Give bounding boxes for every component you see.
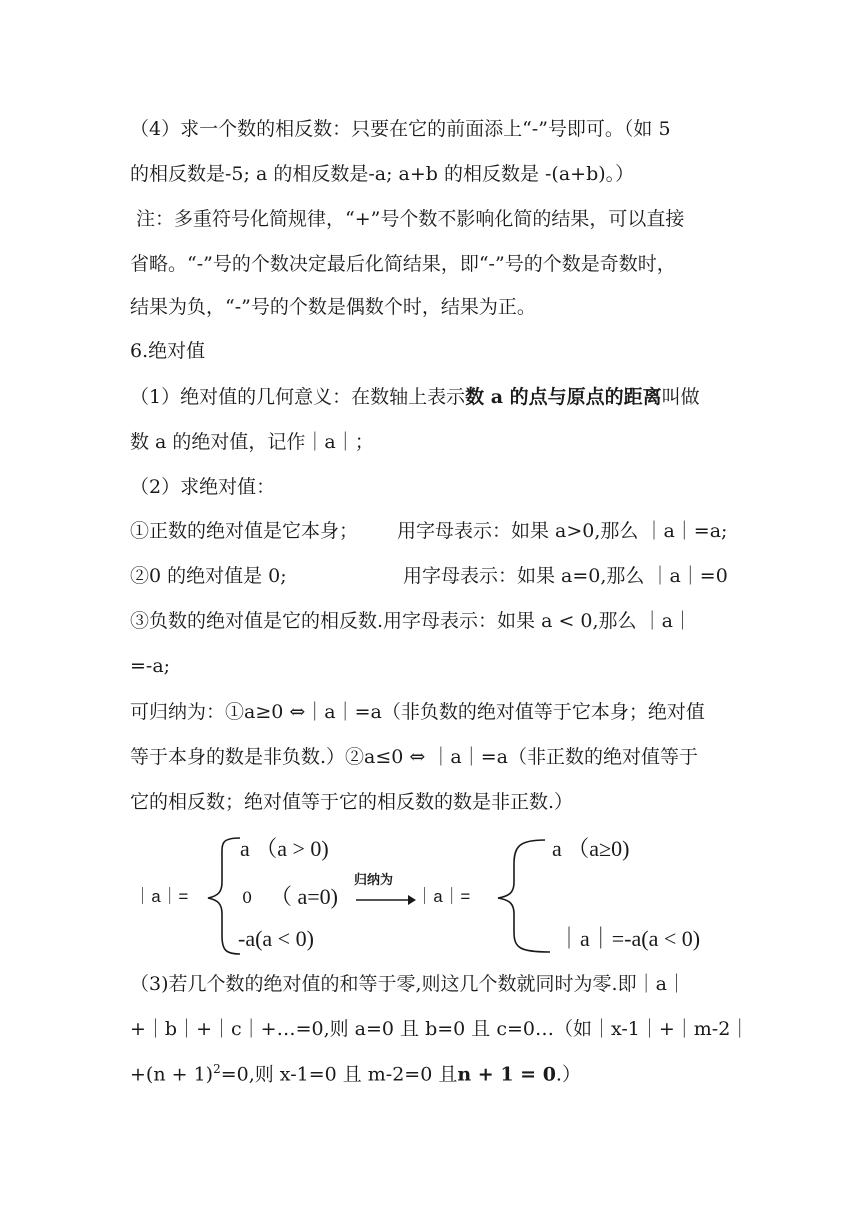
diagram-case-zero-value: 0	[242, 888, 253, 907]
absolute-value-diagram	[120, 820, 740, 970]
diagram-case-positive: a （a > 0)	[240, 836, 329, 861]
diagram-arrow-label: 归纳为	[354, 873, 394, 888]
text-line-2: 的相反数是-5; a 的相反数是-a; a+b 的相反数是 -(a+b)。）	[130, 163, 635, 185]
formula-n-plus-1-equals-0: n + 1 = 0	[457, 1063, 556, 1086]
text-line-4: 省略。“-”号的个数决定最后化简结果，即“-”号的个数是奇数时，	[130, 253, 676, 275]
text-line-19-middle: =0,则 x-1=0 且 m-2=0 且	[220, 1063, 458, 1086]
text-line-12: ③负数的绝对值是它的相反数.用字母表示：如果 a < 0,那么 ｜a｜	[130, 610, 692, 632]
text-line-16: 它的相反数；绝对值等于它的相反数的数是非正数.）	[130, 791, 574, 813]
diagram-right-case-nonnegative: a （a≥0)	[552, 836, 630, 861]
text-line-11-part-1: ②0 的绝对值是 0;	[130, 565, 287, 587]
text-line-15: 等于本身的数是非负数.）②a≤0 ⇔ ｜a｜=a（非正数的绝对值等于	[130, 746, 698, 768]
text-line-10-part-2: 用字母表示：如果 a>0,那么 ｜a｜=a;	[397, 520, 728, 542]
text-line-7-part-1: （1）绝对值的几何意义：在数轴上表示	[130, 386, 466, 408]
bold-definition: 数 a 的点与原点的距离	[465, 386, 662, 408]
text-line-17: （3)若几个数的绝对值的和等于零,则这几个数就同时为零.即｜a｜	[130, 973, 686, 995]
text-line-19	[130, 1063, 581, 1084]
text-line-7	[130, 388, 700, 407]
diagram-case-negative: -a(a < 0)	[238, 926, 314, 951]
arrow-head	[408, 895, 416, 905]
section-heading-absolute-value: 6.绝对值	[130, 340, 206, 362]
text-line-9: （2）求绝对值：	[130, 476, 276, 498]
text-line-11-part-2: 用字母表示：如果 a=0,那么 ｜a｜=0	[403, 565, 728, 587]
text-line-13: =-a;	[130, 655, 171, 677]
text-line-5: 结果为负，“-”号的个数是偶数个时，结果为正。	[130, 296, 536, 318]
right-brace	[498, 840, 550, 952]
text-line-14: 可归纳为：①a≥0 ⇔｜a｜=a（非负数的绝对值等于它本身；绝对值	[130, 701, 705, 723]
text-line-11	[130, 565, 728, 587]
diagram-left-label: ｜a｜=	[134, 889, 189, 908]
diagram-right-case-negative: ｜a｜=-a(a < 0)	[558, 926, 701, 951]
text-line-1: （4）求一个数的相反数：只要在它的前面添上“-”号即可。（如 5	[130, 118, 671, 140]
text-line-19-end: .）	[555, 1063, 581, 1086]
text-line-10	[130, 520, 728, 542]
text-line-18: +｜b｜+｜c｜+…=0,则 a=0 且 b=0 且 c=0…（如｜x-1｜+｜m-2｜	[130, 1018, 750, 1040]
formula-n-plus-1-squared: +(n + 1)	[130, 1063, 214, 1086]
text-line-8: 数 a 的绝对值，记作｜a｜；	[130, 431, 374, 453]
text-line-7-part-3: 叫做	[661, 386, 700, 408]
text-line-3: 注：多重符号化简规律，“+”号个数不影响化简的结果，可以直接	[136, 208, 685, 230]
diagram-case-zero-condition: （ a=0)	[270, 884, 338, 909]
formula-exponent: 2	[213, 1062, 221, 1076]
diagram-right-label: ｜a｜=	[416, 889, 471, 908]
left-brace	[208, 838, 240, 954]
text-line-10-part-1: ①正数的绝对值是它本身；	[130, 520, 359, 542]
